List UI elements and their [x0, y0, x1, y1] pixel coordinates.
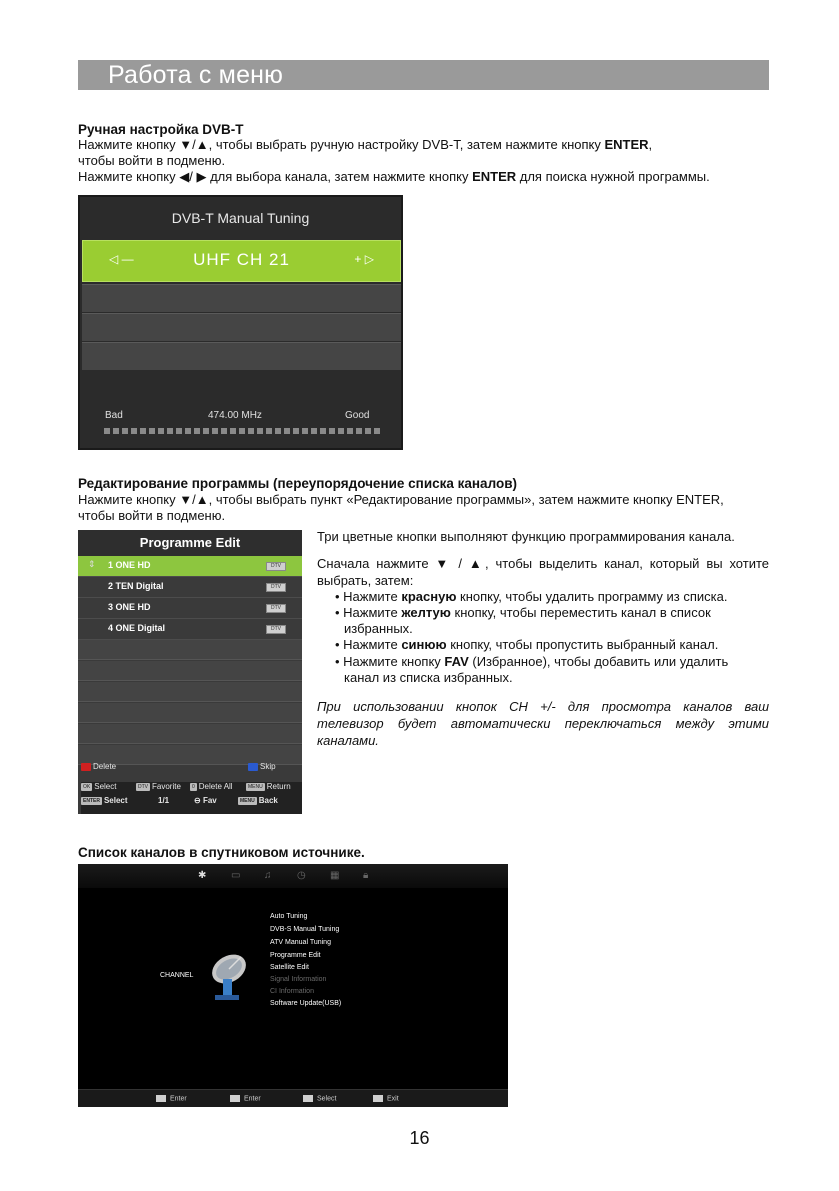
chapter-title: Работа с меню	[108, 61, 284, 89]
clock-icon[interactable]: ◷	[297, 870, 306, 881]
music-icon[interactable]: ♫	[264, 870, 272, 881]
satellite-channel-menu-screen	[78, 864, 508, 1107]
empty-row	[78, 682, 302, 702]
satellite-dish-icon	[201, 947, 257, 1003]
source-tab-bar	[78, 864, 508, 888]
skip-hint: Skip	[248, 762, 276, 771]
note-line: каналами.	[317, 733, 379, 748]
note-line: телевизор будет автоматически переключаться между этими	[317, 716, 769, 731]
chapter-header	[78, 60, 769, 90]
screen-title: Programme Edit	[78, 530, 302, 556]
fav-icon: ⊖	[194, 796, 203, 805]
lock-icon[interactable]: 🔒︎	[363, 870, 369, 881]
screen-title: DVB-T Manual Tuning	[171, 210, 310, 226]
paragraph-line: Нажмите кнопку ▼/▲, чтобы выбрать пункт «Редактирование программы», затем нажмите кнопку ENTER,	[78, 492, 724, 507]
channel-row[interactable]: 3 ONE HD DTV	[78, 598, 302, 619]
ok-enter-hint: Enter	[230, 1095, 261, 1102]
empty-row	[78, 703, 302, 723]
section-heading-programme-edit: Редактирование программы (переупорядочение списка каналов)	[78, 476, 518, 491]
channel-value: UHF CH 21	[193, 250, 290, 269]
channel-row[interactable]: ⇕ 1 ONE HD DTV	[78, 556, 302, 577]
paragraph-line: чтобы войти в подменю.	[78, 153, 226, 168]
channel-row[interactable]: 2 TEN Digital DTV	[78, 577, 302, 598]
menu-item[interactable]: DVB-S Manual Tuning	[270, 926, 340, 933]
dtv-badge: DTV	[266, 604, 286, 613]
section-heading-dvbt: Ручная настройка DVB-T	[78, 122, 244, 137]
programme-edit-screen	[78, 530, 302, 814]
dtv-badge: DTV	[266, 562, 286, 571]
signal-strength-bar	[104, 428, 380, 434]
bullet-item: • Нажмите синюю кнопку, чтобы пропустить выбранный канал.	[335, 637, 719, 652]
picture-icon[interactable]: ▭	[231, 870, 241, 881]
grid-icon[interactable]: ▦	[330, 870, 340, 881]
enter-select-hint: ENTER Select	[83, 796, 128, 805]
frequency-readout: 474.00 MHz	[208, 410, 262, 421]
channel-selector[interactable]	[82, 240, 401, 282]
back-hint: MENU Back	[240, 796, 278, 805]
bullet-continuation: избранных.	[344, 621, 413, 636]
paragraph-line: Сначала нажмите ▼ / ▲, чтобы выделить канал, который вы хотите	[317, 556, 769, 571]
exit-key-icon	[373, 1095, 383, 1102]
empty-row	[78, 640, 302, 660]
section-label: CHANNEL	[160, 972, 194, 979]
leftright-key-icon	[303, 1095, 313, 1102]
signal-bad-label: Bad	[105, 410, 123, 421]
paragraph-line: выбрать, затем:	[317, 573, 414, 588]
page-indicator: 1/1	[158, 796, 170, 805]
empty-row	[78, 661, 302, 681]
paragraph-line: Нажмите кнопку ◀/ ▶ для выбора канала, затем нажмите кнопку ENTER для поиска нужной программы.	[78, 169, 710, 184]
menu-item[interactable]: Programme Edit	[270, 952, 321, 959]
right-arrow-icon[interactable]: + ▷	[354, 252, 374, 266]
empty-row	[78, 724, 302, 744]
key-hint-bar	[78, 1089, 508, 1107]
menu-item[interactable]: Software Update(USB)	[270, 1000, 342, 1007]
dtv-badge: DTV	[266, 583, 286, 592]
return-hint: MENU Return	[248, 782, 291, 791]
menu-item[interactable]: Auto Tuning	[270, 913, 308, 920]
delete-hint: Delete	[81, 762, 116, 771]
fav-hint: ⊖ Fav	[194, 796, 217, 805]
paragraph-line: чтобы войти в подменю.	[78, 508, 226, 523]
dtv-badge: DTV	[266, 625, 286, 634]
gear-icon[interactable]: ✱	[198, 870, 207, 881]
blue-key-icon	[248, 763, 258, 771]
exit-hint: Exit	[373, 1095, 399, 1102]
menu-item[interactable]: Satellite Edit	[270, 964, 309, 971]
bullet-item: • Нажмите желтую кнопку, чтобы переместить канал в список	[335, 605, 711, 620]
bullet-item: • Нажмите кнопку FAV (Избранное), чтобы добавить или удалить	[335, 654, 729, 669]
favorite-hint: DTV Favorite	[138, 782, 181, 791]
left-arrow-icon[interactable]: ◁ —	[109, 252, 134, 266]
dvbt-manual-tuning-screen	[78, 195, 403, 450]
red-key-icon	[81, 763, 91, 771]
page-number: 16	[409, 1128, 430, 1148]
paragraph-intro: Три цветные кнопки выполняют функцию программирования канала.	[317, 529, 735, 544]
empty-row	[82, 284, 401, 312]
paragraph-line: Нажмите кнопку ▼/▲, чтобы выбрать ручную настройку DVB-T, затем нажмите кнопку ENTER,	[78, 137, 653, 152]
down-key-icon	[156, 1095, 166, 1102]
menu-item-disabled: Signal Information	[270, 976, 327, 983]
section-heading-satellite: Список каналов в спутниковом источнике.	[78, 845, 365, 860]
select-hint: OK Select	[83, 782, 117, 791]
ok-key-icon	[230, 1095, 240, 1102]
bullet-continuation: канал из списка избранных.	[344, 670, 513, 685]
select-hint: Select	[303, 1095, 336, 1102]
menu-item-disabled: CI Information	[270, 988, 314, 995]
note-line: При использовании кнопок CH +/- для просмотра каналов ваш	[317, 699, 769, 714]
signal-good-label: Good	[345, 410, 370, 421]
channel-row[interactable]: 4 ONE Digital DTV	[78, 619, 302, 640]
empty-row	[82, 313, 401, 341]
enter-hint: Enter	[156, 1095, 187, 1102]
bullet-item: • Нажмите красную кнопку, чтобы удалить программу из списка.	[335, 589, 728, 604]
menu-item[interactable]: ATV Manual Tuning	[270, 939, 331, 946]
updown-arrow-icon: ⇕	[88, 559, 96, 569]
empty-row	[82, 342, 401, 370]
delete-all-hint: 0 Delete All	[192, 782, 233, 791]
